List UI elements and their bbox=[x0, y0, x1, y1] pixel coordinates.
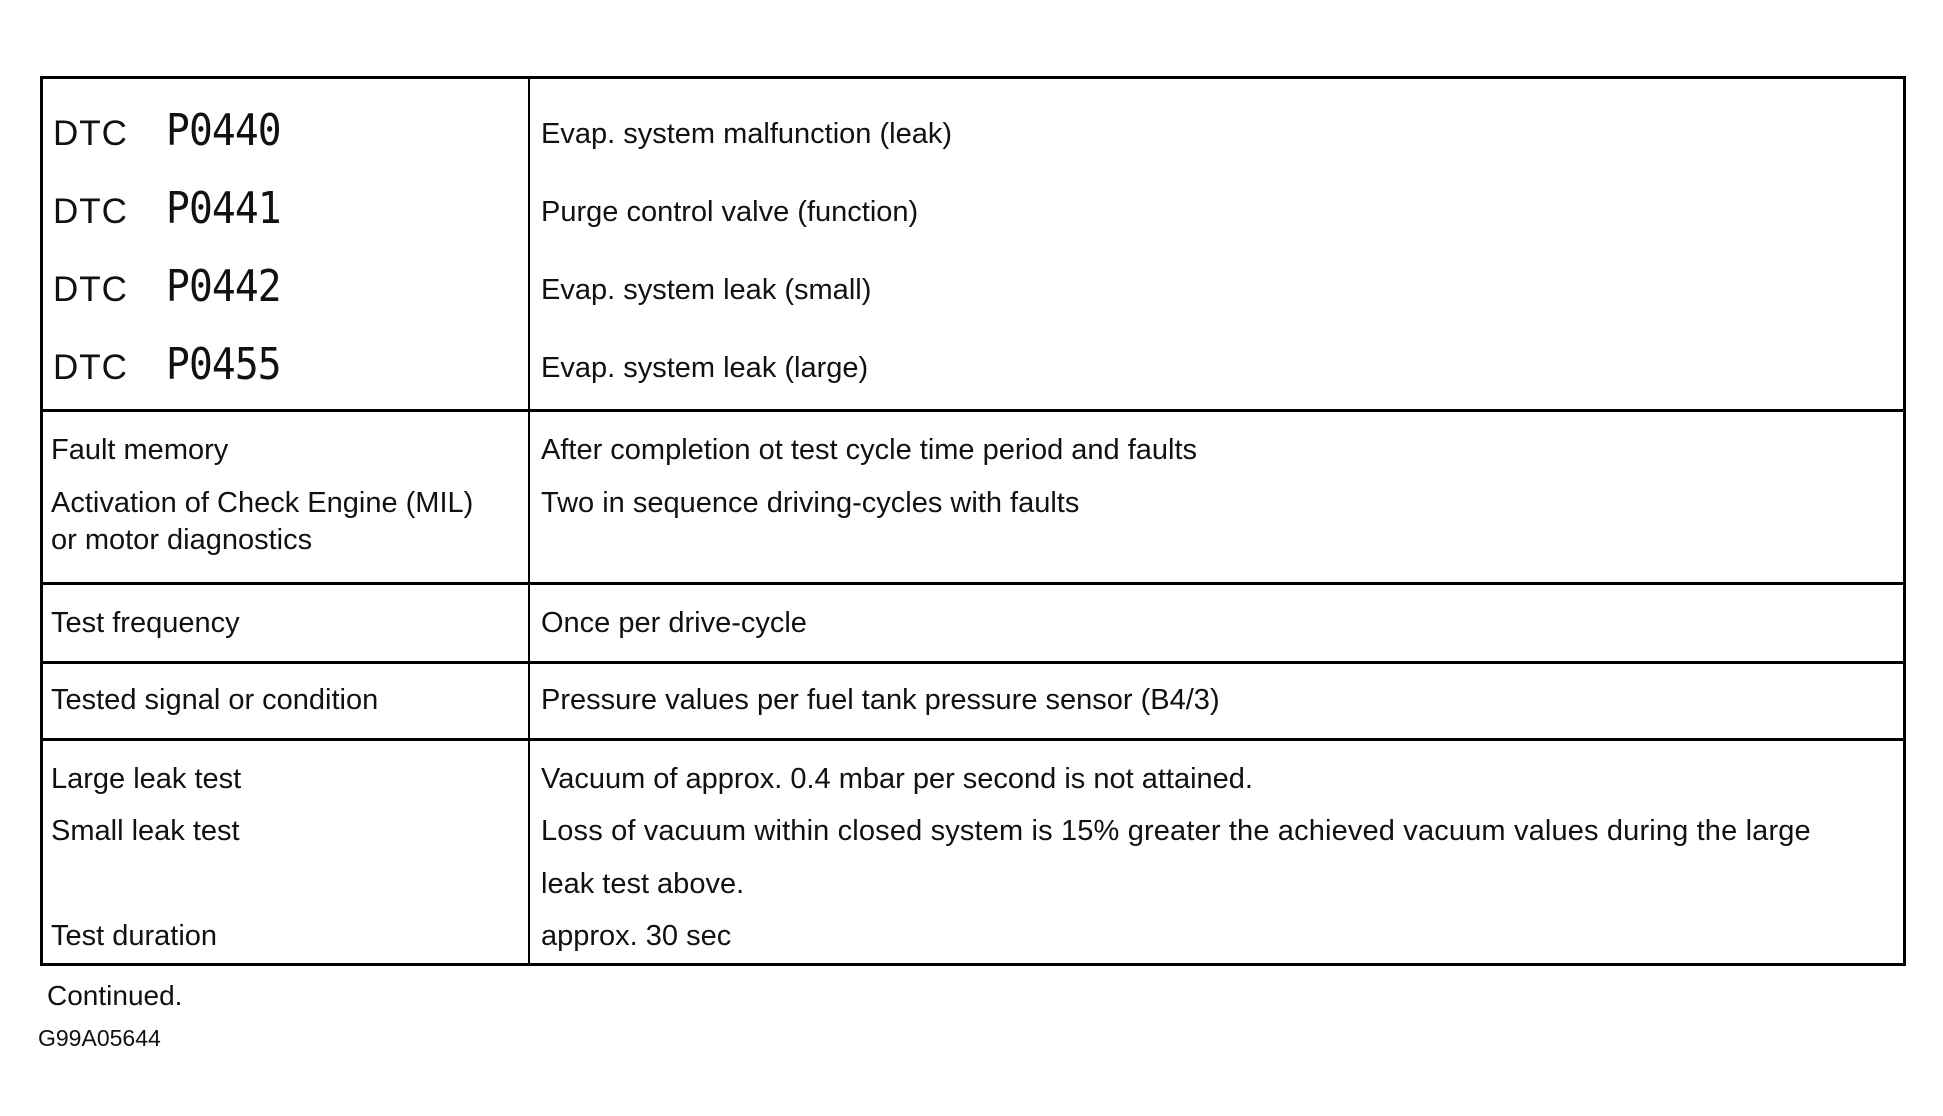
continued-note: Continued. bbox=[47, 980, 183, 1011]
column-divider bbox=[528, 741, 530, 963]
dtc-section bbox=[43, 79, 1903, 412]
dtc-description: Purge control valve (function) bbox=[541, 196, 919, 228]
frequency-value: Once per drive-cycle bbox=[541, 607, 807, 639]
dtc-table bbox=[40, 76, 1906, 966]
column-divider bbox=[528, 79, 530, 409]
dtc-description: Evap. system leak (large) bbox=[541, 352, 869, 384]
column-divider bbox=[528, 412, 530, 582]
large-leak-value: Vacuum of approx. 0.4 mbar per second is not attained. bbox=[541, 763, 1253, 795]
dtc-code: P0440 bbox=[166, 105, 281, 156]
dtc-label: DTC bbox=[53, 192, 128, 231]
activation-value: Two in sequence driving-cycles with faults bbox=[541, 487, 1080, 519]
fault-memory-label: Fault memory bbox=[51, 434, 229, 466]
dtc-label: DTC bbox=[53, 114, 128, 153]
fault-memory-value: After completion ot test cycle time period and faults bbox=[541, 434, 1198, 466]
large-leak-label: Large leak test bbox=[51, 763, 242, 795]
dtc-entry bbox=[53, 183, 294, 234]
test-duration-value: approx. 30 sec bbox=[541, 920, 732, 952]
dtc-label: DTC bbox=[53, 270, 128, 309]
activation-label-line2: or motor diagnostics bbox=[51, 524, 313, 556]
frequency-section bbox=[43, 585, 1903, 664]
signal-label: Tested signal or condition bbox=[51, 684, 379, 716]
dtc-code: P0455 bbox=[166, 339, 281, 390]
dtc-entry bbox=[53, 105, 294, 156]
small-leak-value-line2: leak test above. bbox=[541, 868, 745, 900]
activation-label-line1: Activation of Check Engine (MIL) bbox=[51, 487, 474, 519]
fault-section bbox=[43, 412, 1903, 585]
dtc-description: Evap. system leak (small) bbox=[541, 274, 872, 306]
test-duration-label: Test duration bbox=[51, 920, 218, 952]
column-divider bbox=[528, 585, 530, 661]
small-leak-label: Small leak test bbox=[51, 815, 240, 847]
dtc-description: Evap. system malfunction (leak) bbox=[541, 118, 952, 150]
column-divider bbox=[528, 664, 530, 738]
signal-value: Pressure values per fuel tank pressure sensor (B4/3) bbox=[541, 684, 1220, 716]
frequency-label: Test frequency bbox=[51, 607, 240, 639]
dtc-label: DTC bbox=[53, 348, 128, 387]
figure-id: G99A05644 bbox=[38, 1025, 161, 1051]
tests-section bbox=[43, 741, 1903, 963]
dtc-code: P0441 bbox=[166, 183, 281, 234]
dtc-entry bbox=[53, 261, 294, 312]
dtc-entry bbox=[53, 339, 294, 390]
small-leak-value-line1: Loss of vacuum within closed system is 15% greater the achieved vacuum values during the large bbox=[541, 815, 1811, 847]
dtc-code: P0442 bbox=[166, 261, 281, 312]
signal-section bbox=[43, 664, 1903, 741]
